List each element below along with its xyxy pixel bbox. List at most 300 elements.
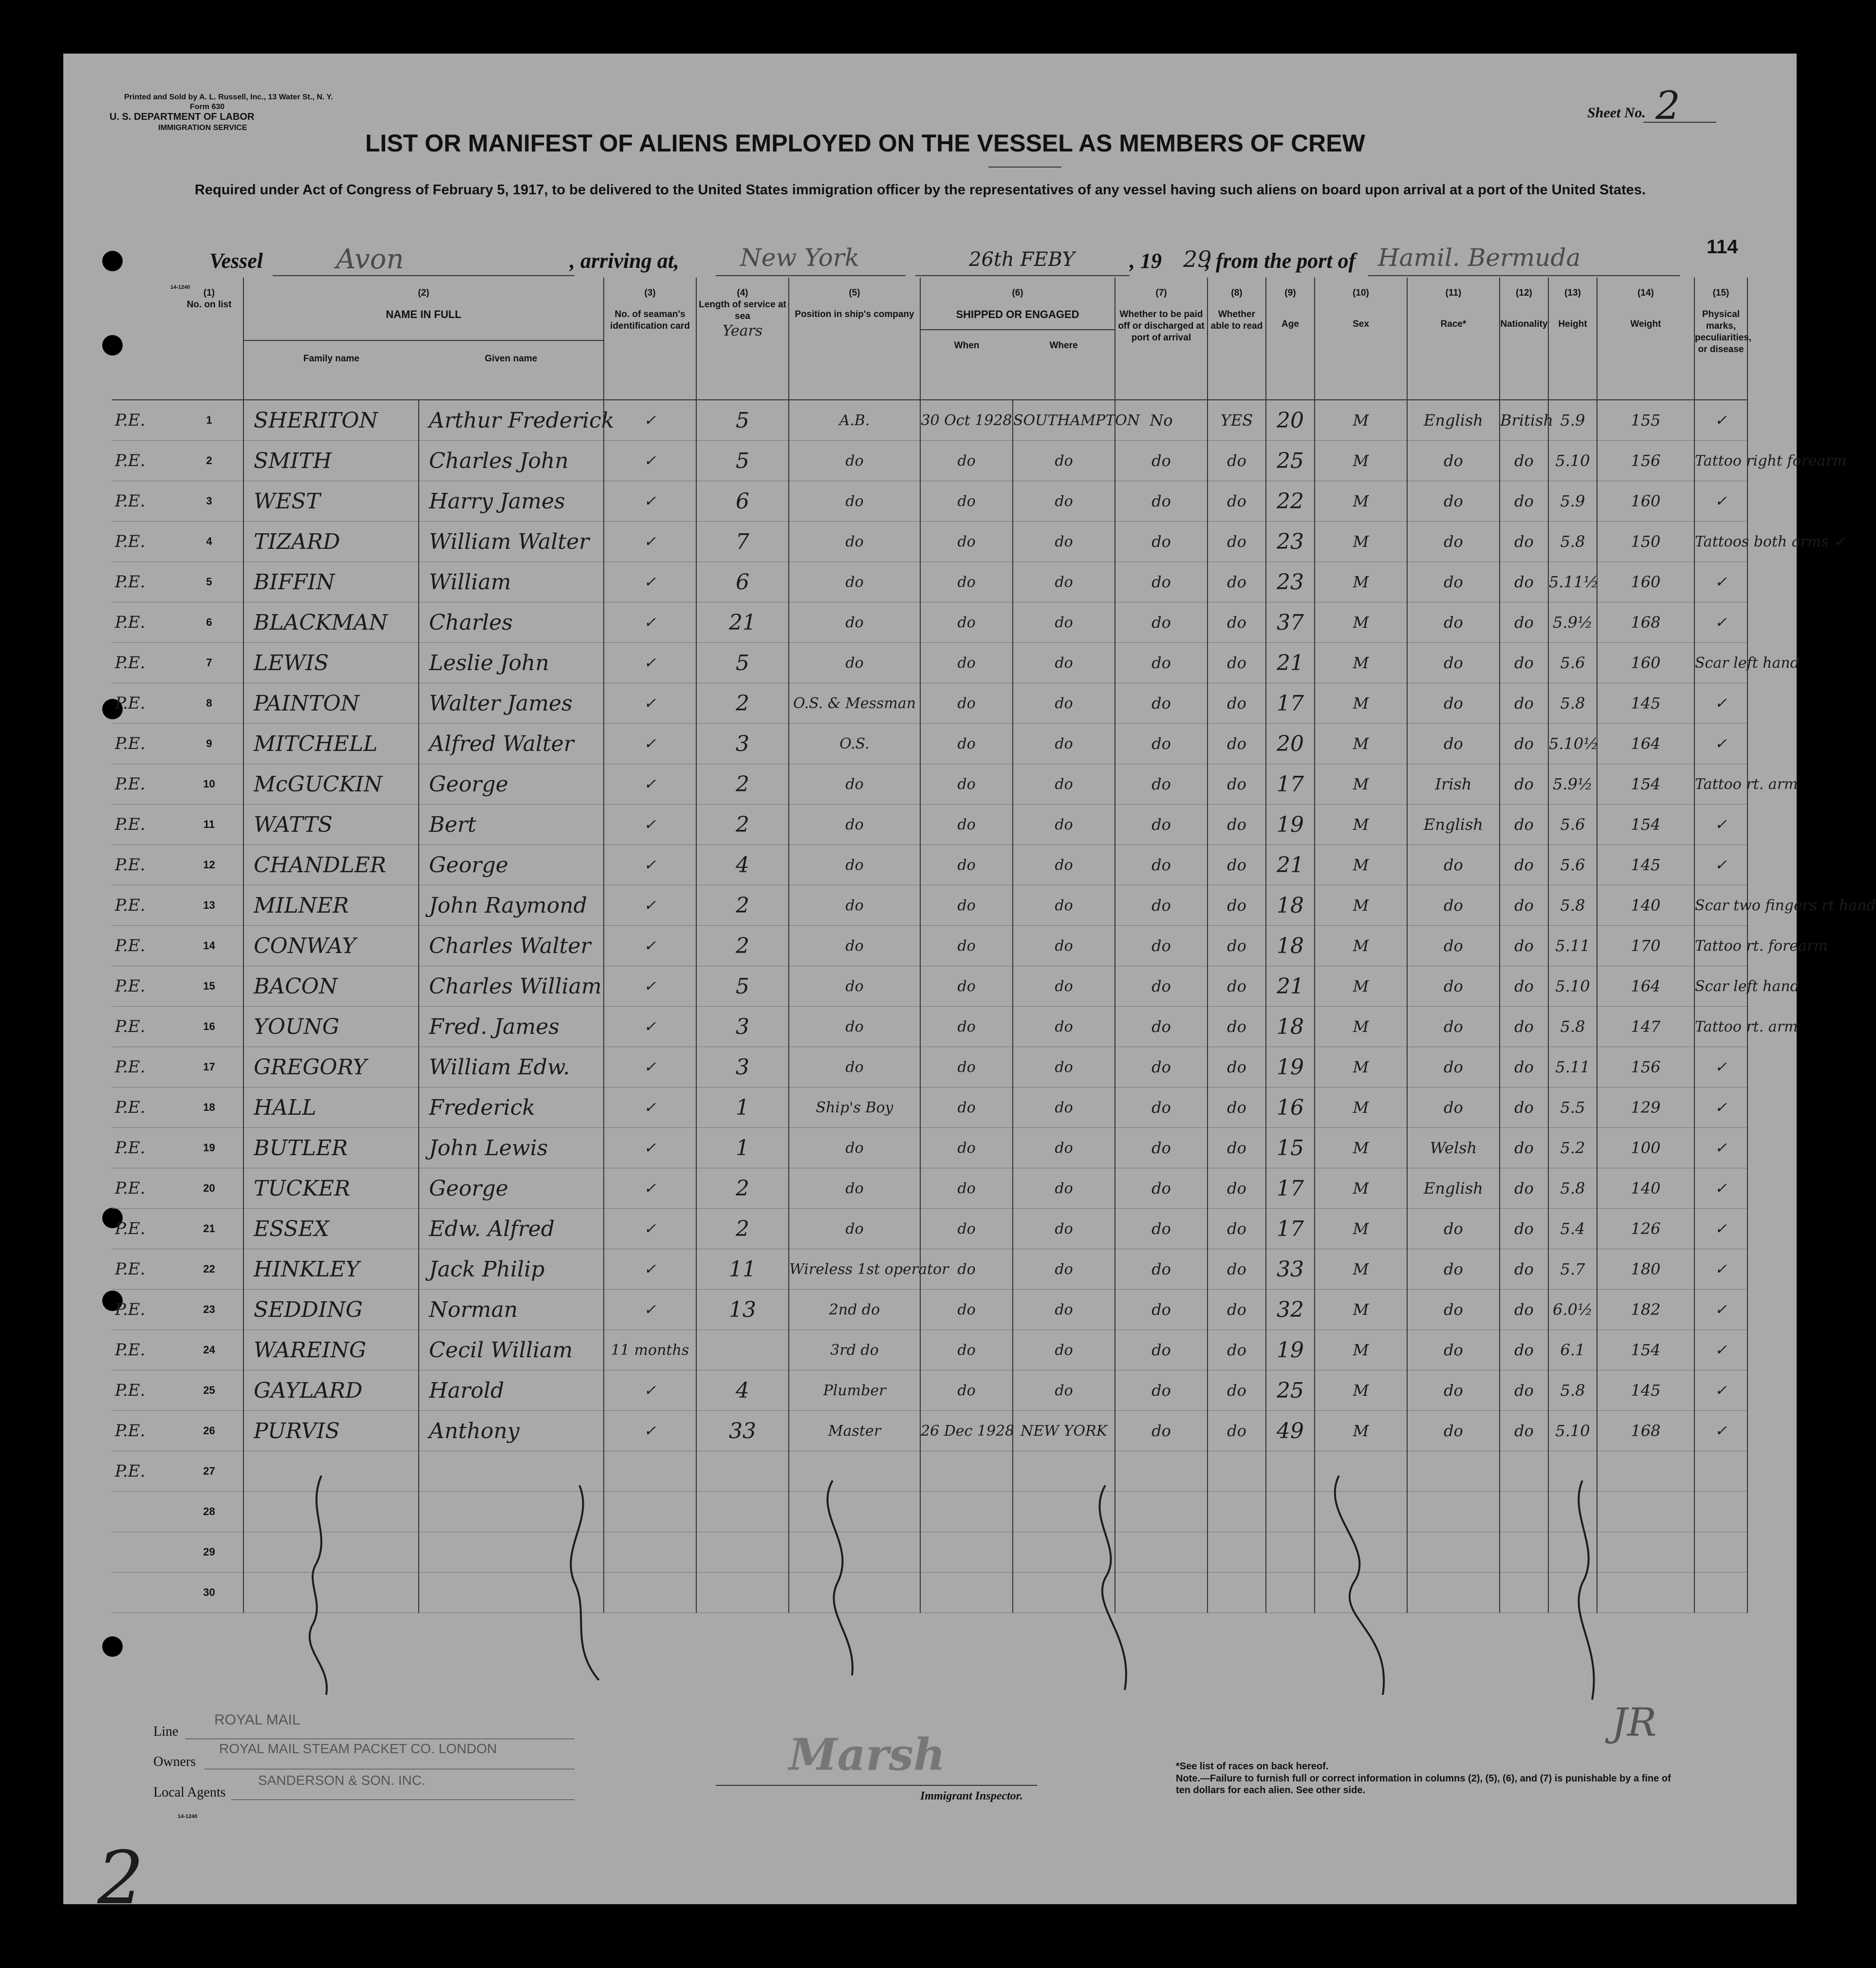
row-age: 23 — [1266, 562, 1315, 602]
row-pe-mark: P.E. — [112, 764, 175, 805]
row-family-name: CHANDLER — [243, 845, 419, 885]
row-given-name: Walter James — [419, 683, 604, 724]
row-service-length: 2 — [696, 926, 789, 966]
row-race: do — [1407, 1290, 1500, 1330]
row-nationality: British — [1500, 400, 1548, 441]
row-sex: M — [1315, 764, 1407, 805]
row-number: 2 — [175, 441, 243, 481]
table-row — [112, 1370, 1747, 1411]
row-race: do — [1407, 724, 1500, 764]
row-race: do — [1407, 966, 1500, 1007]
row-race: do — [1407, 562, 1500, 602]
row-paid-off: do — [1115, 441, 1207, 481]
row-height: 5.6 — [1548, 643, 1597, 683]
row-able-to-read: do — [1207, 522, 1266, 562]
row-given-name: Edw. Alfred — [419, 1209, 604, 1249]
row-position: do — [789, 602, 920, 643]
row-sex: M — [1315, 1007, 1407, 1047]
title-rule — [988, 167, 1061, 168]
row-able-to-read: do — [1207, 805, 1266, 845]
row-height: 5.8 — [1548, 1168, 1597, 1209]
row-paid-off: do — [1115, 1411, 1207, 1451]
row-shipped-where: do — [1013, 1209, 1115, 1249]
table-row — [112, 1411, 1747, 1451]
row-given-name: George — [419, 845, 604, 885]
col-header-service: (4) Length of service at sea Years — [696, 278, 789, 400]
row-physical-marks: ✓ — [1694, 1087, 1747, 1128]
row-nationality: do — [1500, 724, 1548, 764]
date-underline — [915, 275, 1130, 276]
row-race: do — [1407, 926, 1500, 966]
row-nationality: do — [1500, 805, 1548, 845]
row-shipped-where: do — [1013, 1168, 1115, 1209]
row-nationality: do — [1500, 1290, 1548, 1330]
row-family-name: BUTLER — [243, 1128, 419, 1168]
row-family-name: YOUNG — [243, 1007, 419, 1047]
row-service-length: 5 — [696, 966, 789, 1007]
row-physical-marks: ✓ — [1694, 805, 1747, 845]
row-shipped-when: do — [920, 1007, 1013, 1047]
row-service-length: 5 — [696, 643, 789, 683]
row-age: 17 — [1266, 1209, 1315, 1249]
col-header-sex: (10) Sex — [1315, 278, 1407, 400]
row-position: do — [789, 966, 920, 1007]
row-service-length: 33 — [696, 1411, 789, 1451]
row-physical-marks: ✓ — [1694, 724, 1747, 764]
port-underline — [1368, 275, 1680, 276]
row-paid-off: do — [1115, 1249, 1207, 1290]
row-weight: 154 — [1597, 1330, 1694, 1370]
row-service-length: 5 — [696, 441, 789, 481]
row-shipped-where: do — [1013, 1370, 1115, 1411]
row-nationality: do — [1500, 1007, 1548, 1047]
row-height: 5.9 — [1548, 481, 1597, 522]
row-given-name: John Lewis — [419, 1128, 604, 1168]
row-age: 23 — [1266, 522, 1315, 562]
row-number: 12 — [175, 845, 243, 885]
row-pe-mark: P.E. — [112, 1451, 175, 1492]
row-weight: 168 — [1597, 602, 1694, 643]
row-pe-mark: P.E. — [112, 1249, 175, 1290]
row-race: do — [1407, 1330, 1500, 1370]
table-row — [112, 764, 1747, 805]
row-weight: 182 — [1597, 1290, 1694, 1330]
row-given-name: Charles Walter — [419, 926, 604, 966]
row-shipped-where: do — [1013, 562, 1115, 602]
table-row — [112, 1290, 1747, 1330]
form-number: Form 630 — [190, 103, 225, 111]
row-able-to-read: do — [1207, 683, 1266, 724]
table-row — [112, 1047, 1747, 1087]
row-weight: 147 — [1597, 1007, 1694, 1047]
row-pe-mark: P.E. — [112, 1411, 175, 1451]
row-paid-off: do — [1115, 1370, 1207, 1411]
row-given-name: Harry James — [419, 481, 604, 522]
row-race: do — [1407, 1411, 1500, 1451]
year-label: , 19 — [1130, 249, 1162, 273]
row-position: do — [789, 522, 920, 562]
row-age: 19 — [1266, 805, 1315, 845]
row-height: 5.8 — [1548, 683, 1597, 724]
row-weight: 154 — [1597, 805, 1694, 845]
row-race: Welsh — [1407, 1128, 1500, 1168]
table-row — [112, 1087, 1747, 1128]
sheet-label: Sheet No. — [1587, 105, 1646, 121]
form-code: 14-1240 — [170, 284, 190, 290]
row-pe-mark: P.E. — [112, 805, 175, 845]
arrival-year: 29 — [1183, 246, 1212, 272]
row-age: 21 — [1266, 845, 1315, 885]
row-pe-mark: P.E. — [112, 1290, 175, 1330]
row-shipped-where: do — [1013, 845, 1115, 885]
col-header-no: (1) No. on list — [175, 278, 243, 400]
row-sex: M — [1315, 562, 1407, 602]
row-given-name: William Walter — [419, 522, 604, 562]
row-family-name: PAINTON — [243, 683, 419, 724]
row-able-to-read: do — [1207, 926, 1266, 966]
row-physical-marks: ✓ — [1694, 1168, 1747, 1209]
row-service-length: 3 — [696, 1007, 789, 1047]
col-header-weight: (14) Weight — [1597, 278, 1694, 400]
agents-underline — [231, 1799, 575, 1800]
row-height: 5.11 — [1548, 1047, 1597, 1087]
row-weight: 156 — [1597, 1047, 1694, 1087]
row-given-name: George — [419, 764, 604, 805]
row-pe-mark: P.E. — [112, 1330, 175, 1370]
row-race: Irish — [1407, 764, 1500, 805]
row-shipped-where: do — [1013, 602, 1115, 643]
row-paid-off: do — [1115, 724, 1207, 764]
row-age: 19 — [1266, 1047, 1315, 1087]
row-pe-mark — [112, 1492, 175, 1532]
row-family-name: MITCHELL — [243, 724, 419, 764]
row-height: 5.8 — [1548, 1007, 1597, 1047]
row-family-name: HALL — [243, 1087, 419, 1128]
row-physical-marks — [1694, 1492, 1747, 1532]
row-race: do — [1407, 1249, 1500, 1290]
row-number: 28 — [175, 1492, 243, 1532]
vessel-label: Vessel — [209, 249, 263, 273]
printer-line: Printed and Sold by A. L. Russell, Inc., 13 Water St., N. Y. — [124, 93, 333, 101]
row-pe-mark: P.E. — [112, 926, 175, 966]
row-sex: M — [1315, 805, 1407, 845]
row-given-name: William — [419, 562, 604, 602]
row-family-name: LEWIS — [243, 643, 419, 683]
row-nationality: do — [1500, 845, 1548, 885]
row-able-to-read: YES — [1207, 400, 1266, 441]
row-given-name: Charles John — [419, 441, 604, 481]
row-physical-marks: Scar left hand — [1694, 966, 1747, 1007]
row-sex: M — [1315, 1128, 1407, 1168]
row-physical-marks: ✓ — [1694, 1249, 1747, 1290]
row-able-to-read: do — [1207, 1047, 1266, 1087]
row-able-to-read: do — [1207, 1411, 1266, 1451]
row-race: English — [1407, 400, 1500, 441]
row-able-to-read: do — [1207, 1007, 1266, 1047]
row-shipped-when: 26 Dec 1928 — [920, 1411, 1013, 1451]
row-shipped-where: NEW YORK — [1013, 1411, 1115, 1451]
col-header-paid: (7) Whether to be paid off or discharged at port of arrival — [1115, 278, 1207, 400]
row-pe-mark: P.E. — [112, 1047, 175, 1087]
row-sex: M — [1315, 1370, 1407, 1411]
row-race: do — [1407, 683, 1500, 724]
row-weight: 129 — [1597, 1087, 1694, 1128]
row-able-to-read: do — [1207, 845, 1266, 885]
row-position: do — [789, 1047, 920, 1087]
row-shipped-where: do — [1013, 441, 1115, 481]
row-age: 19 — [1266, 1330, 1315, 1370]
row-id-card: ✓ — [604, 562, 696, 602]
row-family-name: CONWAY — [243, 926, 419, 966]
row-id-card: ✓ — [604, 441, 696, 481]
footer-form-code: 14-1240 — [178, 1814, 198, 1819]
row-weight: 168 — [1597, 1411, 1694, 1451]
row-id-card: ✓ — [604, 1290, 696, 1330]
row-sex: M — [1315, 683, 1407, 724]
row-pe-mark: P.E. — [112, 1087, 175, 1128]
row-number: 25 — [175, 1370, 243, 1411]
row-weight: 160 — [1597, 562, 1694, 602]
row-position: do — [789, 441, 920, 481]
ditto-braces — [258, 1471, 1621, 1724]
row-race: do — [1407, 845, 1500, 885]
row-service-length: 13 — [696, 1290, 789, 1330]
row-given-name: Frederick — [419, 1087, 604, 1128]
row-able-to-read: do — [1207, 724, 1266, 764]
row-paid-off: do — [1115, 1007, 1207, 1047]
row-family-name: McGUCKIN — [243, 764, 419, 805]
row-service-length: 21 — [696, 602, 789, 643]
row-position: do — [789, 1168, 920, 1209]
row-paid-off: do — [1115, 885, 1207, 926]
row-shipped-when: 30 Oct 1928 — [920, 400, 1013, 441]
row-number: 8 — [175, 683, 243, 724]
row-age: 15 — [1266, 1128, 1315, 1168]
row-able-to-read: do — [1207, 885, 1266, 926]
row-position: Plumber — [789, 1370, 920, 1411]
row-id-card: ✓ — [604, 481, 696, 522]
row-able-to-read: do — [1207, 1249, 1266, 1290]
row-pe-mark — [112, 1573, 175, 1613]
row-nationality: do — [1500, 683, 1548, 724]
row-shipped-where: do — [1013, 1290, 1115, 1330]
requirement-text: Required under Act of Congress of February 5, 1917, to be delivered to the United States immigration officer by the representatives of any vessel having such aliens on board upon arrival at a port of the United States. — [194, 182, 1646, 198]
row-number: 11 — [175, 805, 243, 845]
row-age: 18 — [1266, 885, 1315, 926]
row-paid-off: do — [1115, 562, 1207, 602]
row-shipped-where: do — [1013, 1087, 1115, 1128]
row-age: 17 — [1266, 1168, 1315, 1209]
row-height: 5.10 — [1548, 966, 1597, 1007]
row-age: 20 — [1266, 724, 1315, 764]
row-family-name: SEDDING — [243, 1290, 419, 1330]
row-physical-marks — [1694, 1573, 1747, 1613]
row-id-card: ✓ — [604, 400, 696, 441]
row-sex: M — [1315, 1249, 1407, 1290]
row-id-card: ✓ — [604, 885, 696, 926]
row-number: 3 — [175, 481, 243, 522]
row-weight: 145 — [1597, 683, 1694, 724]
row-id-card: ✓ — [604, 1168, 696, 1209]
row-paid-off: do — [1115, 481, 1207, 522]
row-shipped-when: do — [920, 441, 1013, 481]
row-paid-off: do — [1115, 522, 1207, 562]
col-header-position: (5) Position in ship's company — [789, 278, 920, 400]
row-nationality: do — [1500, 602, 1548, 643]
row-race: do — [1407, 1209, 1500, 1249]
row-shipped-where: SOUTHAMPTON — [1013, 400, 1115, 441]
row-given-name: Cecil William — [419, 1330, 604, 1370]
row-id-card: ✓ — [604, 845, 696, 885]
row-sex: M — [1315, 1168, 1407, 1209]
row-number: 29 — [175, 1532, 243, 1573]
row-given-name: Charles William — [419, 966, 604, 1007]
row-shipped-when: do — [920, 1249, 1013, 1290]
row-given-name: Fred. James — [419, 1007, 604, 1047]
table-row — [112, 1007, 1747, 1047]
col-header-card: (3) No. of seaman's identification card — [604, 278, 696, 400]
department: U. S. DEPARTMENT OF LABOR — [110, 112, 255, 122]
row-weight: 160 — [1597, 481, 1694, 522]
table-row — [112, 522, 1747, 562]
row-shipped-when: do — [920, 1370, 1013, 1411]
row-pe-mark: P.E. — [112, 885, 175, 926]
row-shipped-when: do — [920, 683, 1013, 724]
col-header-race: (11) Race* — [1407, 278, 1500, 400]
row-position: do — [789, 481, 920, 522]
row-paid-off: do — [1115, 683, 1207, 724]
table-row — [112, 1209, 1747, 1249]
row-physical-marks: ✓ — [1694, 1209, 1747, 1249]
row-id-card: ✓ — [604, 522, 696, 562]
row-number: 16 — [175, 1007, 243, 1047]
row-weight: 156 — [1597, 441, 1694, 481]
row-position: Wireless 1st operator — [789, 1249, 920, 1290]
punch-hole — [102, 1636, 123, 1657]
row-given-name: George — [419, 1168, 604, 1209]
row-height: 5.8 — [1548, 1370, 1597, 1411]
row-physical-marks — [1694, 1451, 1747, 1492]
inspector-underline — [716, 1785, 1037, 1786]
row-age: 32 — [1266, 1290, 1315, 1330]
row-weight: 126 — [1597, 1209, 1694, 1249]
row-able-to-read: do — [1207, 1209, 1266, 1249]
row-nationality: do — [1500, 1128, 1548, 1168]
manifest-sheet — [63, 54, 1876, 1921]
row-shipped-where: do — [1013, 805, 1115, 845]
row-age: 37 — [1266, 602, 1315, 643]
row-race: do — [1407, 1370, 1500, 1411]
row-number: 19 — [175, 1128, 243, 1168]
row-able-to-read: do — [1207, 481, 1266, 522]
row-pe-mark: P.E. — [112, 683, 175, 724]
row-nationality: do — [1500, 1330, 1548, 1370]
row-physical-marks — [1694, 1532, 1747, 1573]
row-sex: M — [1315, 1330, 1407, 1370]
col-header-nationality: (12) Nationality — [1500, 278, 1548, 400]
row-sex: M — [1315, 966, 1407, 1007]
row-shipped-when: do — [920, 1087, 1013, 1128]
races-note: *See list of races on back hereof. — [1176, 1761, 1329, 1772]
row-number: 17 — [175, 1047, 243, 1087]
crew-table — [112, 278, 1876, 1613]
row-nationality: do — [1500, 764, 1548, 805]
row-service-length: 2 — [696, 764, 789, 805]
row-paid-off: do — [1115, 1330, 1207, 1370]
row-number: 30 — [175, 1573, 243, 1613]
row-age: 49 — [1266, 1411, 1315, 1451]
row-sex: M — [1315, 845, 1407, 885]
row-race: do — [1407, 885, 1500, 926]
row-position: do — [789, 764, 920, 805]
row-service-length — [696, 1330, 789, 1370]
row-weight: 164 — [1597, 724, 1694, 764]
row-family-name: BACON — [243, 966, 419, 1007]
initials: JR — [1612, 1700, 1657, 1745]
row-shipped-when: do — [920, 966, 1013, 1007]
row-pe-mark — [112, 1532, 175, 1573]
row-family-name: ESSEX — [243, 1209, 419, 1249]
row-nationality: do — [1500, 1087, 1548, 1128]
col-header-age: (9) Age — [1266, 278, 1315, 400]
row-number: 6 — [175, 602, 243, 643]
row-number: 22 — [175, 1249, 243, 1290]
row-id-card: ✓ — [604, 1411, 696, 1451]
row-position: A.B. — [789, 400, 920, 441]
row-pe-mark: P.E. — [112, 1128, 175, 1168]
row-able-to-read: do — [1207, 562, 1266, 602]
row-paid-off: do — [1115, 602, 1207, 643]
table-row — [112, 683, 1747, 724]
row-pe-mark: P.E. — [112, 966, 175, 1007]
row-family-name: GREGORY — [243, 1047, 419, 1087]
row-position: do — [789, 562, 920, 602]
col-header-height: (13) Height — [1548, 278, 1597, 400]
row-physical-marks: ✓ — [1694, 400, 1747, 441]
row-paid-off: do — [1115, 1128, 1207, 1168]
sheet-underline — [1643, 122, 1716, 123]
row-id-card: ✓ — [604, 1087, 696, 1128]
row-physical-marks: ✓ — [1694, 602, 1747, 643]
punch-hole — [102, 251, 123, 271]
row-service-length: 11 — [696, 1249, 789, 1290]
row-id-card: ✓ — [604, 805, 696, 845]
row-sex: M — [1315, 602, 1407, 643]
row-age: 25 — [1266, 1370, 1315, 1411]
row-shipped-where: do — [1013, 1007, 1115, 1047]
row-nationality: do — [1500, 441, 1548, 481]
inspector-label: Immigrant Inspector. — [920, 1790, 1023, 1802]
row-physical-marks: ✓ — [1694, 481, 1747, 522]
table-row — [112, 1249, 1747, 1290]
row-id-card: ✓ — [604, 1128, 696, 1168]
row-number: 10 — [175, 764, 243, 805]
row-race: do — [1407, 1087, 1500, 1128]
row-id-card: ✓ — [604, 683, 696, 724]
row-shipped-when: do — [920, 926, 1013, 966]
row-sex: M — [1315, 885, 1407, 926]
row-id-card: ✓ — [604, 926, 696, 966]
row-shipped-when: do — [920, 522, 1013, 562]
row-service-length: 4 — [696, 845, 789, 885]
table-row — [112, 885, 1747, 926]
row-pe-mark: P.E. — [112, 400, 175, 441]
row-race: do — [1407, 481, 1500, 522]
row-able-to-read: do — [1207, 1370, 1266, 1411]
row-physical-marks: Tattoos both arms ✓ — [1694, 522, 1747, 562]
row-physical-marks: ✓ — [1694, 1330, 1747, 1370]
row-sex: M — [1315, 481, 1407, 522]
